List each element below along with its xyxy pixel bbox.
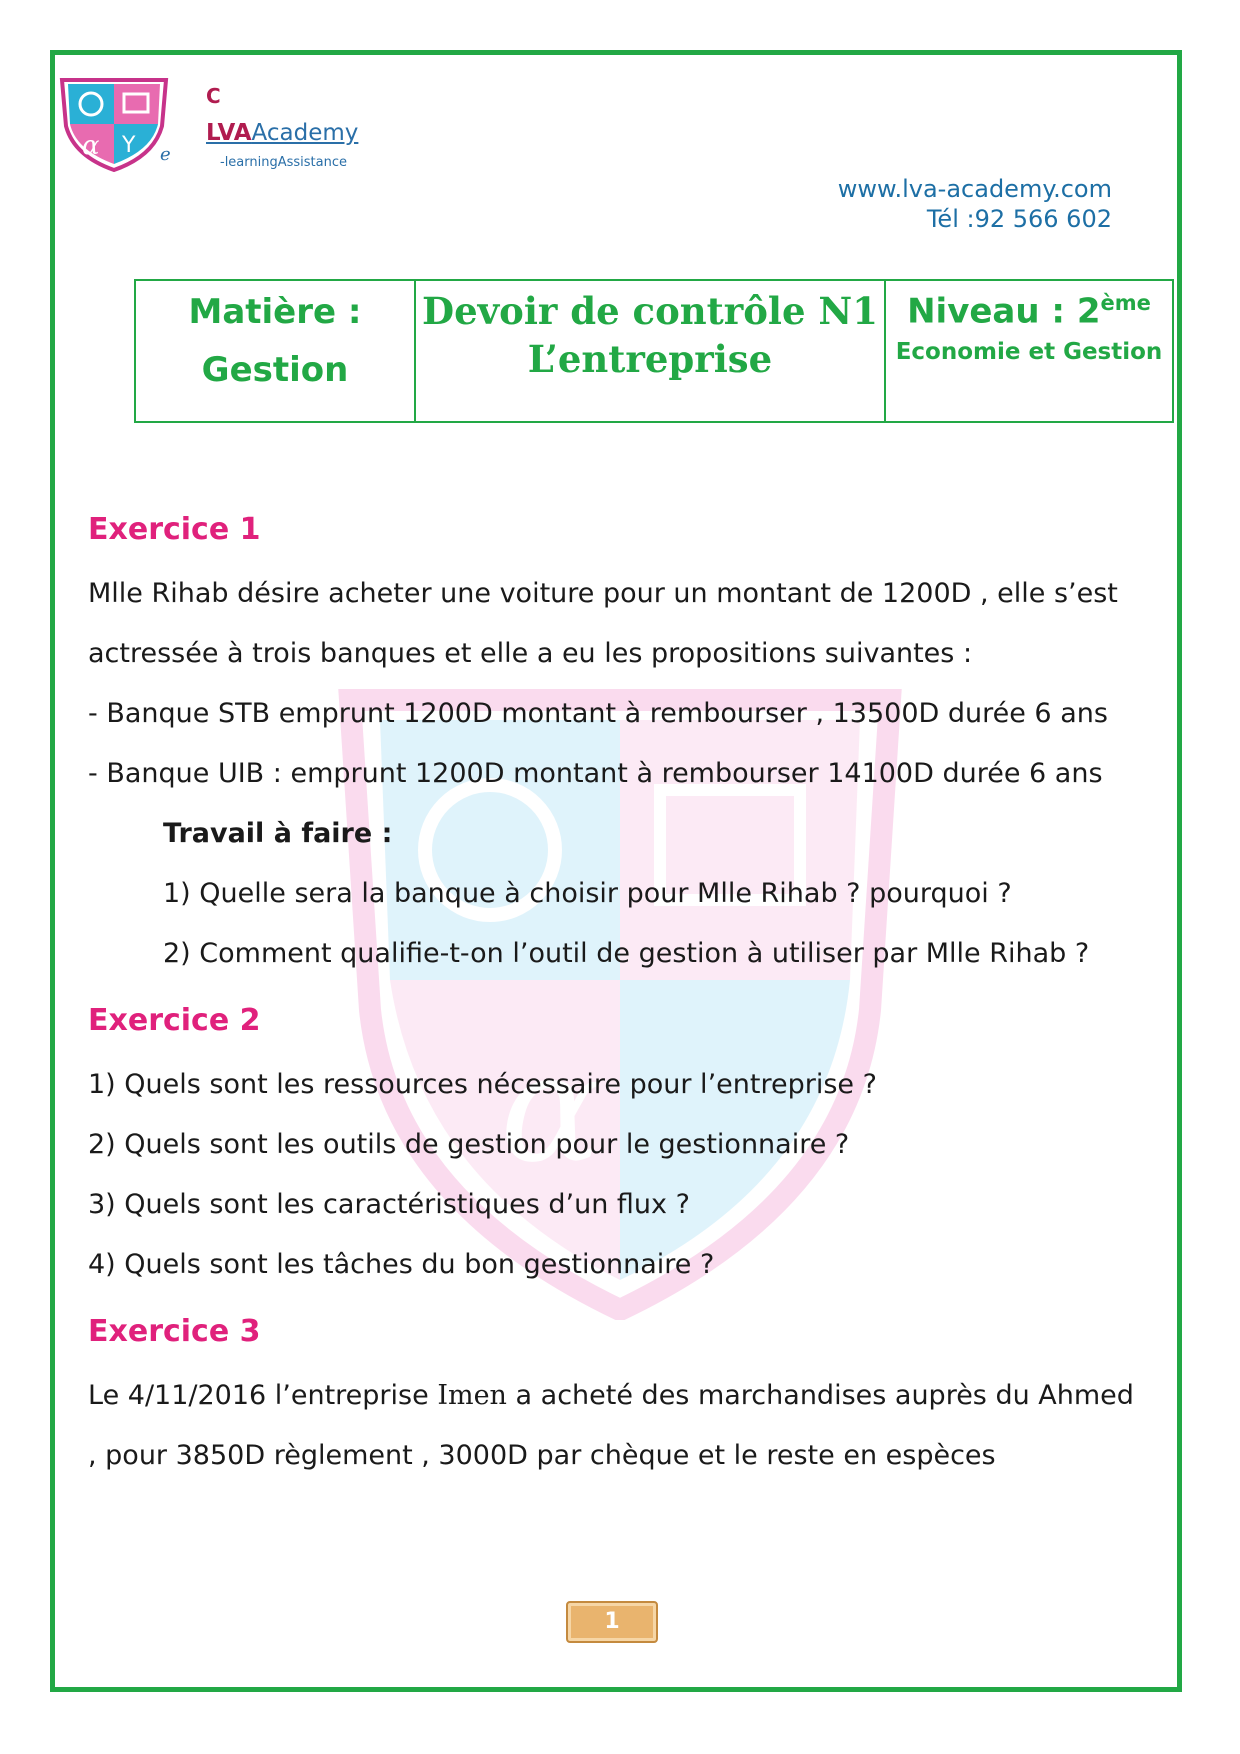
devoir-cell [415, 280, 885, 422]
header-table [134, 279, 1174, 423]
exercice-1-question-1: 1) Quelle sera la banque à choisir pour Mlle Rihab ? pourquoi ? [163, 878, 1012, 909]
page-number-badge: 1 [566, 1601, 658, 1643]
exercice-3-line-2: , pour 3850D règlement , 3000D par chèque et le reste en espèces [88, 1440, 996, 1471]
niveau-text: Niveau : 2 [907, 291, 1101, 332]
brand-e-letter: e [160, 144, 171, 165]
exercice-3-title: Exercice 3 [88, 1314, 261, 1349]
website-link[interactable]: www.lva-academy.com [837, 175, 1112, 203]
exercice-1-line-2: actressée à trois banques et elle a eu les propositions suivantes : [88, 638, 973, 669]
niveau-label [886, 281, 1172, 331]
contact-block [838, 174, 1112, 234]
exercice-3-line-1-c: a acheté des marchandises auprès du Ahmed [506, 1380, 1134, 1411]
exercice-1-title: Exercice 1 [88, 512, 261, 547]
brand-name-bold: LVA [206, 120, 252, 146]
exercice-2-question-4: 4) Quels sont les tâches du bon gestionnaire ? [88, 1249, 715, 1280]
exercice-2-question-2: 2) Quels sont les outils de gestion pour le gestionnaire ? [88, 1129, 850, 1160]
niveau-cell [885, 280, 1173, 422]
niveau-sup: ème [1100, 291, 1151, 315]
brand-name [206, 120, 358, 146]
brand-letter: C [206, 84, 221, 108]
exercice-1-question-2: 2) Comment qualifie-t-on l’outil de gestion à utiliser par Mlle Rihab ? [163, 938, 1090, 969]
matiere-cell [135, 280, 415, 422]
brand-tagline: -learningAssistance [220, 155, 347, 170]
matiere-value: Gestion [201, 350, 349, 390]
devoir-title: Devoir de contrôle N1 [422, 289, 878, 333]
exercice-2-question-1: 1) Quels sont les ressources nécessaire pour l’entreprise ? [88, 1069, 877, 1100]
exercice-1-line-3: - Banque STB emprunt 1200D montant à rembourser , 13500D durée 6 ans [88, 698, 1108, 729]
devoir-subject: L’entreprise [527, 337, 773, 381]
exercice-2-question-3: 3) Quels sont les caractéristiques d’un flux ? [88, 1189, 690, 1220]
exercice-3-line-1-a: Le 4/11/2016 l’entreprise [88, 1380, 438, 1411]
exercice-1-line-4: - Banque UIB : emprunt 1200D montant à rembourser 14100D durée 6 ans [88, 758, 1103, 789]
exercice-3-line-1 [88, 1380, 1134, 1411]
brand-name-rest: Academy [251, 120, 359, 146]
phone-number: Tél :92 566 602 [926, 205, 1112, 233]
matiere-label: Matière : [188, 292, 362, 332]
svg-text:α: α [500, 1022, 602, 1196]
niveau-section: Economie et Gestion [895, 339, 1163, 366]
lva-academy-logo [58, 76, 170, 172]
svg-text:α: α [82, 131, 100, 161]
company-name: Imen [437, 1380, 507, 1411]
exercice-1-line-1: Mlle Rihab désire acheter une voiture pour un montant de 1200D , elle s’est [88, 578, 1118, 609]
travail-a-faire: Travail à faire : [163, 818, 393, 849]
svg-text:Y: Y [122, 133, 136, 158]
exercice-2-title: Exercice 2 [88, 1003, 261, 1038]
